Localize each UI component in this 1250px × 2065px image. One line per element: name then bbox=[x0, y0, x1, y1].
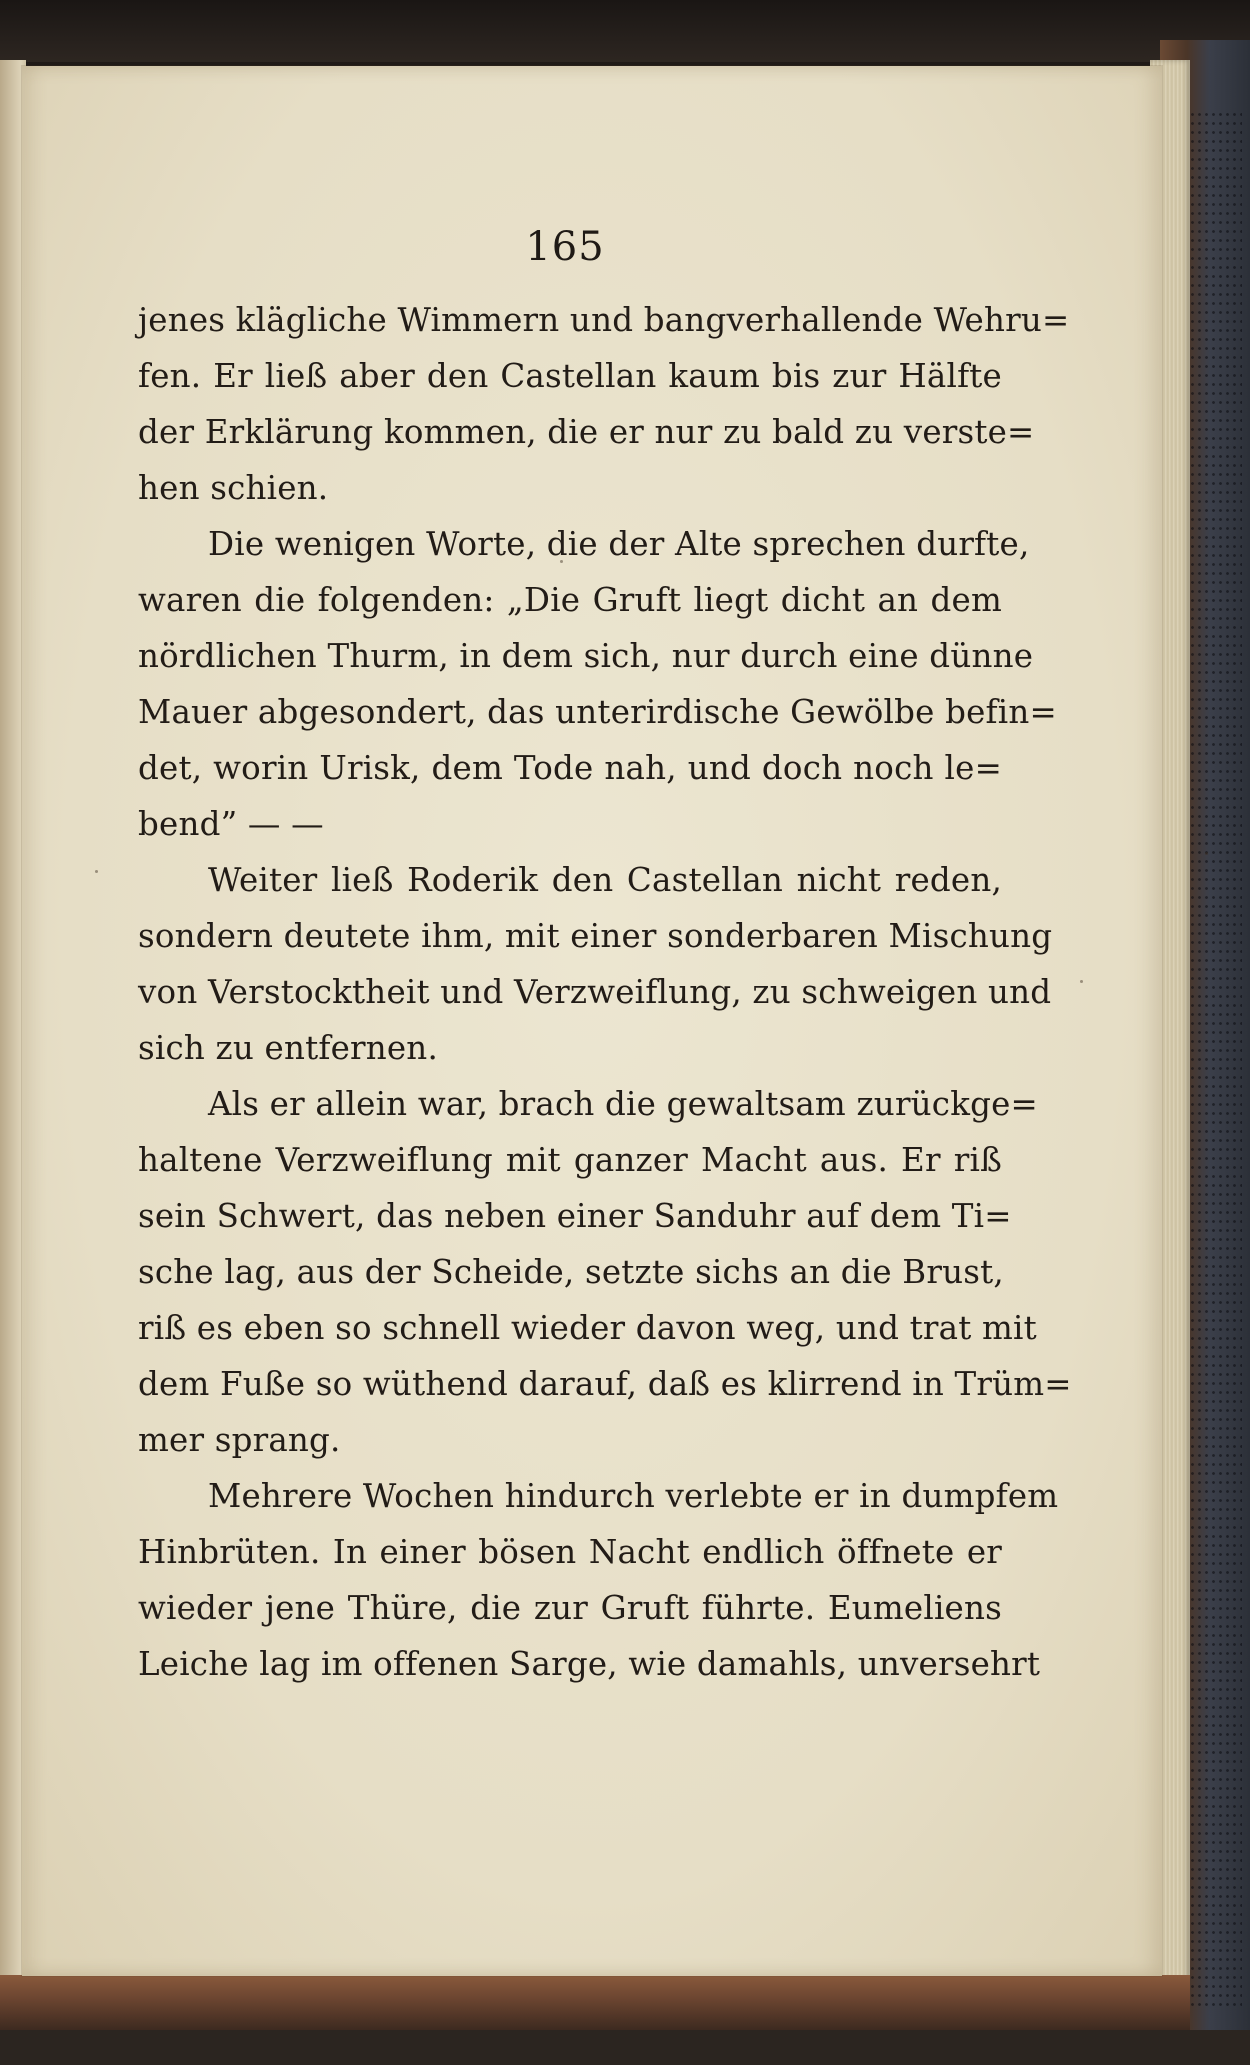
text-line: Hinbrüten. In einer bösen Nacht endlich öffnete er bbox=[138, 1533, 1002, 1571]
paper-speck bbox=[1205, 852, 1208, 855]
text-line: der Erklärung kommen, die er nur zu bald zu verste= bbox=[138, 413, 1035, 451]
text-line: sich zu entfernen. bbox=[138, 1029, 438, 1067]
binding-bottom-strip bbox=[0, 1975, 1190, 2030]
text-line: Mauer abgesondert, das unterirdische Gewölbe befin= bbox=[138, 693, 1057, 731]
text-line: mer sprang. bbox=[138, 1421, 341, 1459]
text-line: fen. Er ließ aber den Castellan kaum bis zur Hälfte bbox=[138, 357, 1002, 395]
text-line: hen schien. bbox=[138, 469, 329, 507]
paragraph-start-line: Die wenigen Worte, die der Alte sprechen durfte, bbox=[208, 525, 1030, 563]
text-line: sondern deutete ihm, mit einer sonderbaren Mischung bbox=[138, 917, 1053, 955]
text-line: jenes klägliche Wimmern und bangverhallende Wehru= bbox=[138, 301, 1070, 339]
text-line: Leiche lag im offenen Sarge, wie damahls, unversehrt bbox=[138, 1645, 1041, 1683]
text-line: riß es eben so schnell wieder davon weg, und trat mit bbox=[138, 1309, 1037, 1347]
paragraph-start-line: Weiter ließ Roderik den Castellan nicht reden, bbox=[208, 861, 1002, 899]
text-line: bend” — — bbox=[138, 805, 324, 843]
page-text bbox=[138, 292, 1072, 1692]
text-line: von Verstocktheit und Verzweiflung, zu schweigen und bbox=[138, 973, 1052, 1011]
scan-background-top bbox=[0, 0, 1250, 62]
text-line: sche lag, aus der Scheide, setzte sichs an die Brust, bbox=[138, 1253, 1004, 1291]
text-line: det, worin Urisk, dem Tode nah, und doch noch le= bbox=[138, 749, 1002, 787]
paragraph-start-line: Mehrere Wochen hindurch verlebte er in dumpfem bbox=[208, 1477, 1059, 1515]
text-line: sein Schwert, das neben einer Sanduhr auf dem Ti= bbox=[138, 1197, 1012, 1235]
cover-texture bbox=[1182, 110, 1242, 2010]
text-line: waren die folgenden: „Die Gruft liegt dicht an dem bbox=[138, 581, 1002, 619]
text-line: haltene Verzweiflung mit ganzer Macht aus. Er riß bbox=[138, 1141, 1002, 1179]
text-line: nördlichen Thurm, in dem sich, nur durch eine dünne bbox=[138, 637, 1034, 675]
paragraph-start-line: Als er allein war, brach die gewaltsam zurückge= bbox=[208, 1085, 1038, 1123]
page-number: 165 bbox=[525, 224, 605, 270]
text-line: wieder jene Thüre, die zur Gruft führte. Eumeliens bbox=[138, 1589, 1002, 1627]
paper-speck bbox=[1080, 980, 1083, 983]
paper-speck bbox=[560, 560, 563, 563]
paper-speck bbox=[95, 870, 98, 873]
text-line: dem Fuße so wüthend darauf, daß es klirrend in Trüm= bbox=[138, 1365, 1072, 1403]
